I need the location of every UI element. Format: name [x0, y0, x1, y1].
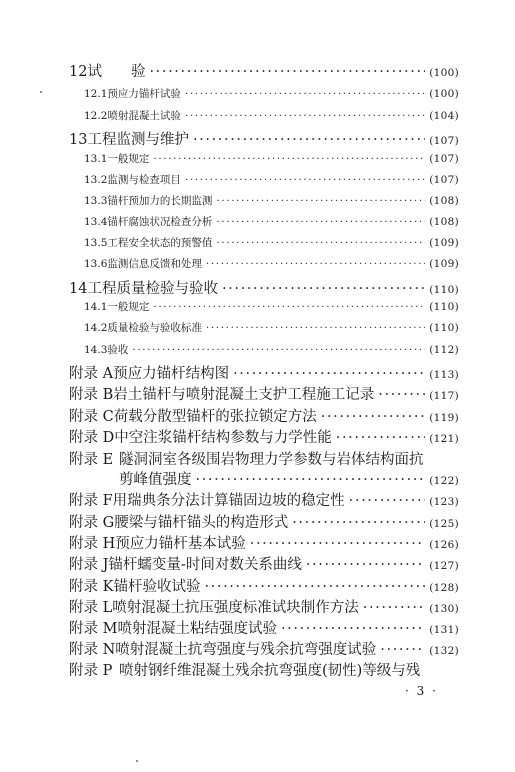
toc-entry-number: 13.4: [84, 216, 108, 228]
toc-entry-number: 13.5: [84, 237, 108, 249]
toc-entry-number: 附录 N: [69, 642, 116, 658]
toc-entry-page: (109): [429, 237, 459, 249]
scan-speck: [40, 91, 42, 93]
toc-entry-number: 12.2: [84, 110, 108, 122]
toc-entry-page: (109): [429, 258, 459, 270]
toc-entry-page: (113): [429, 369, 459, 381]
dot-leader: [306, 557, 425, 573]
toc-entry-title: 喷射混凝土试验: [107, 110, 181, 122]
toc-entry-page: (107): [429, 153, 459, 165]
dot-leader: [204, 579, 425, 595]
toc-entry: [0, 108, 515, 123]
toc-entry-title: 质量检验与验收标准: [107, 322, 202, 334]
toc-entry-page: (107): [429, 135, 459, 147]
toc-entry-title: 试 验: [87, 64, 146, 80]
toc-entry-page: (131): [429, 624, 459, 636]
toc-entry-title: 腰梁与锚杆锚头的构造形式: [114, 515, 289, 531]
toc-entry: [0, 617, 515, 638]
toc-entry: [0, 511, 515, 532]
dot-leader: [378, 387, 425, 403]
toc-entry-title: 锚杆蠕变量-时间对数关系曲线: [108, 557, 302, 573]
toc-entry-page: (128): [429, 582, 459, 594]
toc-entry-page: (117): [429, 390, 459, 402]
toc-entry: [0, 277, 515, 298]
toc-entry-page: (127): [429, 560, 459, 572]
toc-entry: [0, 448, 515, 469]
toc-entry-number: 附录 C: [69, 409, 114, 425]
dot-leader: [363, 600, 426, 616]
toc-entry: [0, 151, 515, 166]
toc-entry-page: (100): [429, 88, 459, 100]
toc-entry-number: 14.3: [84, 344, 108, 356]
dot-leader: [196, 472, 426, 488]
toc-entry-title: 锚杆验收试验: [113, 579, 201, 595]
toc-entry-title: 工程监测与维护: [87, 132, 189, 148]
toc-entry-title: 监测与检查项目: [107, 174, 181, 186]
dot-leader: [193, 132, 425, 148]
toc-entry-title: 喷射混凝土粘结强度试验: [117, 621, 277, 637]
toc-entry-title: 岩土锚杆与喷射混凝土支护工程施工记录: [113, 387, 375, 403]
toc-entry-title: 预应力锚杆基本试验: [115, 536, 246, 552]
toc-entry: [0, 342, 515, 357]
page-number: · 3 ·: [405, 684, 438, 698]
toc-entry: [0, 362, 515, 383]
toc-entry-page: (104): [429, 110, 459, 122]
toc-entry-page: (130): [429, 603, 459, 615]
toc-entry-title: 工程质量检验与验收: [87, 281, 218, 297]
toc-entry: [0, 172, 515, 187]
toc-entry: [0, 128, 515, 149]
toc-entry: [0, 320, 515, 335]
toc-entry-number: 附录 L: [69, 600, 113, 616]
toc-entry-number: 附录 F: [69, 493, 113, 509]
toc-entry: [0, 405, 515, 426]
toc-entry-page: (126): [429, 539, 459, 551]
toc-entry-title: 监测信息反馈和处理: [107, 258, 202, 270]
toc-entry-page: (123): [429, 496, 459, 508]
toc-entry: [0, 489, 515, 510]
scan-speck: [136, 760, 138, 762]
toc-entry: [0, 193, 515, 208]
toc-entry: [0, 86, 515, 101]
dot-leader: [321, 409, 426, 425]
toc-entry-page: (108): [429, 216, 459, 228]
toc-entry-number: 附录 B: [69, 387, 114, 403]
toc-entry-number: 12.1: [84, 88, 108, 100]
dot-leader: [250, 536, 426, 552]
toc-entry-title: 工程安全状态的预警值: [107, 237, 213, 249]
toc-entry-number: 附录 D: [69, 430, 115, 446]
toc-entry-title: 一般规定: [107, 153, 150, 165]
toc-entry-number: 附录 A: [69, 366, 114, 382]
toc-entry-title: 用瑞典条分法计算锚固边坡的稳定性: [112, 493, 345, 509]
toc-entry-title: 喷射混凝土抗弯强度与残余抗弯强度试验: [115, 642, 377, 658]
toc-entry-number: 12: [69, 64, 88, 80]
toc-entry: [0, 596, 515, 617]
dot-leader: [216, 195, 425, 207]
toc-entry: [0, 60, 515, 81]
toc-entry-title: 剪峰值强度: [119, 472, 192, 488]
dot-leader: [380, 642, 425, 658]
toc-entry-number: 13.3: [84, 195, 108, 207]
toc-entry-title: 隧洞洞室各级围岩物理力学参数与岩体结构面抗: [119, 452, 424, 468]
toc-entry-page: (122): [429, 475, 459, 487]
toc-entry-number: 附录 K: [69, 579, 114, 595]
toc-entry-number: 附录 M: [69, 621, 118, 637]
toc-entry: [0, 553, 515, 574]
toc-entry-page: (110): [429, 301, 459, 313]
toc-entry-title: 荷载分散型锚杆的张拉锁定方法: [113, 409, 317, 425]
dot-leader: [149, 64, 425, 80]
toc-entry-title: 一般规定: [107, 301, 150, 313]
toc-entry-page: (110): [429, 322, 459, 334]
toc-entry-page: (100): [429, 67, 459, 79]
toc-entry-number: 14.2: [84, 322, 108, 334]
toc-entry-page: (110): [429, 284, 459, 296]
toc-entry-number: 13.2: [84, 174, 108, 186]
toc-entry: [0, 532, 515, 553]
toc-entry-number: 附录 H: [69, 536, 116, 552]
toc-entry-page: (125): [429, 518, 459, 530]
dot-leader: [153, 153, 425, 165]
toc-entry-title: 锚杆预加力的长期监测: [107, 195, 213, 207]
toc-entry: [0, 256, 515, 271]
toc-entry-page: (112): [429, 344, 459, 356]
toc-entry-number: 14: [69, 281, 88, 297]
toc-entry-page: (108): [429, 195, 459, 207]
toc-entry-title: 喷射钢纤维混凝土残余抗弯强度(韧性)等级与残: [119, 663, 421, 679]
dot-leader: [233, 366, 425, 382]
dot-leader: [336, 430, 426, 446]
toc-entry-page: (119): [429, 412, 459, 424]
toc-entry-title: 中空注浆锚杆结构参数与力学性能: [114, 430, 332, 446]
toc-entry: [0, 235, 515, 250]
dot-leader: [222, 281, 425, 297]
dot-leader: [185, 174, 425, 186]
toc-entry-title: 验收: [107, 344, 129, 356]
toc-entry: [0, 214, 515, 229]
toc-entry-number: 附录 G: [69, 515, 115, 531]
toc-entry-number: 附录 E: [69, 452, 114, 468]
toc-entry-number: 14.1: [84, 301, 108, 313]
dot-leader: [216, 216, 425, 228]
dot-leader: [132, 344, 425, 356]
toc-entry: [0, 638, 515, 659]
toc-entry-page: (121): [429, 433, 459, 445]
toc-entry: [0, 659, 515, 680]
dot-leader: [349, 493, 426, 509]
toc-entry-title: 锚杆腐蚀状况检查分析: [107, 216, 213, 228]
dot-leader: [292, 515, 425, 531]
toc-entry-page: (107): [429, 174, 459, 186]
dot-leader: [206, 258, 425, 270]
dot-leader: [206, 322, 425, 334]
dot-leader: [185, 88, 425, 100]
toc-entry-number: 13: [69, 132, 88, 148]
toc-entry: [0, 299, 515, 314]
dot-leader: [216, 237, 425, 249]
dot-leader: [185, 110, 425, 122]
toc-entry-title: 喷射混凝土抗压强度标准试块制作方法: [112, 600, 359, 616]
toc-entry-title: 预应力锚杆试验: [107, 88, 181, 100]
dot-leader: [153, 301, 425, 313]
toc-entry-number: 附录 P: [69, 663, 113, 679]
toc-entry-number: 附录 J: [69, 557, 109, 573]
toc-entry: [0, 575, 515, 596]
toc-entry-title: 预应力锚杆结构图: [113, 366, 230, 382]
toc-entry-number: 13.1: [84, 153, 108, 165]
toc-entry-page: (132): [429, 645, 459, 657]
dot-leader: [281, 621, 425, 637]
toc-entry-number: 13.6: [84, 258, 108, 270]
toc-entry: [0, 426, 515, 447]
toc-entry: [0, 468, 515, 489]
toc-entry: [0, 383, 515, 404]
